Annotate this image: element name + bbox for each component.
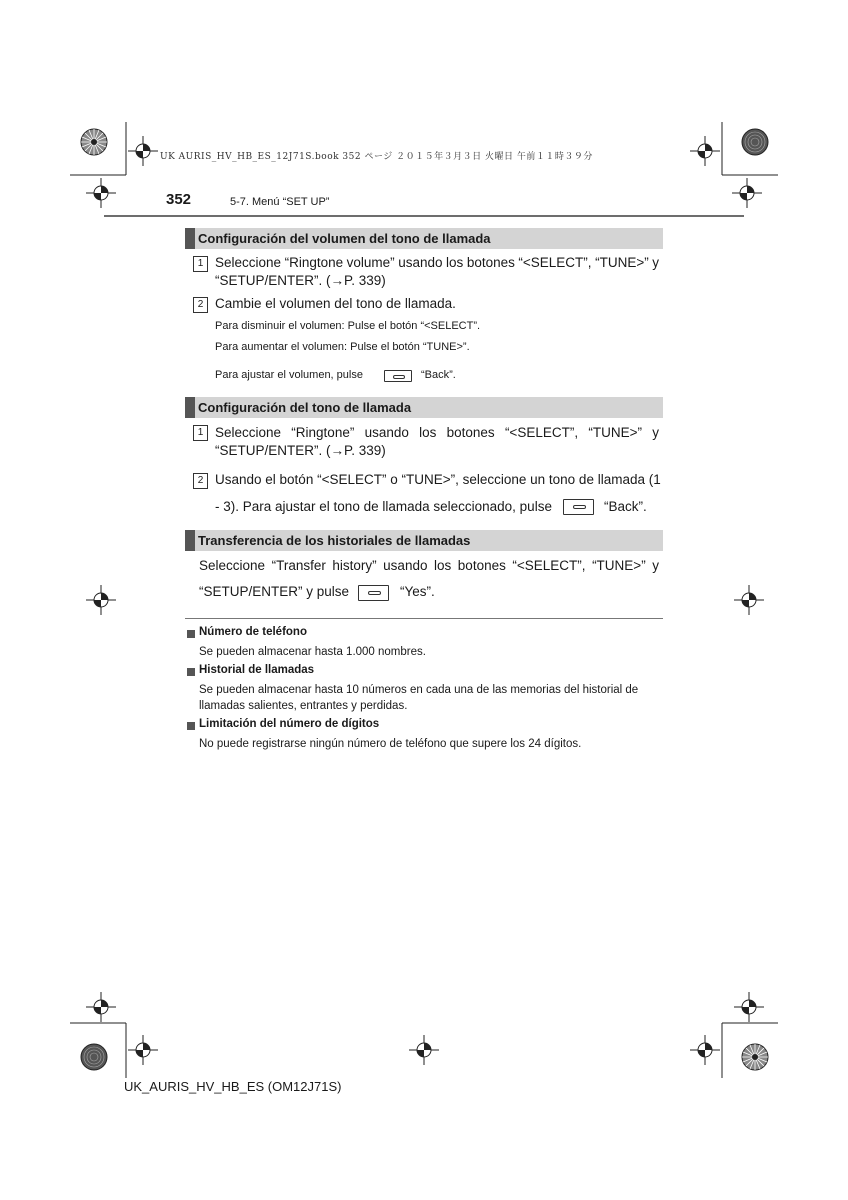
print-info-line: UK AURIS_HV_HB_ES_12J71S.book 352 ページ ２０１５年３月３日 火曜日 午前１１時３９分	[160, 152, 593, 162]
note-title-call-history: Historial de llamadas	[199, 664, 315, 676]
rosette-mark-bottom-right	[740, 1042, 770, 1072]
sub-adjust-before: Para ajustar el volumen, pulse	[215, 369, 363, 381]
note-text-call-history-1: Se pueden almacenar hasta 10 números en cada una de las memorias del historial de	[199, 684, 639, 696]
crosshair-mark-5	[86, 585, 116, 615]
note-text-digit-limit: No puede registrarse ningún número de teléfono que supere los 24 dígitos.	[199, 738, 582, 750]
crosshair-mark-7	[86, 992, 116, 1022]
transfer-line-2-after: “Yes”.	[400, 584, 435, 599]
transfer-line-1: Seleccione “Transfer history” usando los botones “<SELECT”, “TUNE>” y	[199, 558, 659, 573]
note-square-icon	[187, 630, 195, 638]
transfer-line-2-before: “SETUP/ENTER” y pulse	[199, 584, 350, 599]
sub-increase-volume: Para aumentar el volumen: Pulse el botón “TUNE>”.	[215, 341, 470, 353]
rosette-mark-top-right	[740, 127, 770, 157]
crosshair-mark-2	[690, 136, 720, 166]
rosette-mark-bottom-left	[79, 1042, 109, 1072]
step-2-text: Cambie el volumen del tono de llamada.	[215, 296, 456, 311]
crosshair-mark-4	[732, 178, 762, 208]
step-1-line-2: “SETUP/ENTER”. (→P. 339)	[215, 443, 386, 458]
crosshair-mark-11	[690, 1035, 720, 1065]
step-2-line-2-after: “Back”.	[604, 499, 647, 514]
crosshair-mark-9	[128, 1035, 158, 1065]
crosshair-mark-1	[128, 136, 158, 166]
note-title-digit-limit: Limitación del número de dígitos	[199, 718, 380, 730]
back-button-icon	[358, 585, 389, 601]
step-1-line-1: Seleccione “Ringtone” usando los botones “<SELECT”, “TUNE>” y	[215, 425, 659, 440]
note-square-icon	[187, 722, 195, 730]
note-text-phone-number: Se pueden almacenar hasta 1.000 nombres.	[199, 646, 426, 658]
back-button-icon	[384, 370, 412, 382]
step-1-line-2: “SETUP/ENTER”. (→P. 339)	[215, 273, 386, 288]
step-number-2: 2	[193, 473, 208, 489]
rosette-mark-top-left	[79, 127, 109, 157]
page-number: 352	[166, 191, 192, 208]
step-number-1: 1	[193, 256, 208, 272]
section-heading-ringtone: Configuración del tono de llamada	[185, 397, 663, 418]
step-2-line-2-before: - 3). Para ajustar el tono de llamada seleccionado, pulse	[215, 499, 552, 514]
sub-adjust-after: “Back”.	[421, 369, 456, 381]
crosshair-mark-10	[409, 1035, 439, 1065]
step-number-1: 1	[193, 425, 208, 441]
section-heading-ringtone-volume: Configuración del volumen del tono de llamada	[185, 228, 663, 249]
section-title: 5-7. Menú “SET UP”	[230, 196, 330, 208]
section-heading-transfer-history: Transferencia de los historiales de llamadas	[185, 530, 663, 551]
step-2-line-1: Usando el botón “<SELECT” o “TUNE>”, seleccione un tono de llamada (1	[215, 472, 661, 487]
step-number-2: 2	[193, 297, 208, 313]
note-square-icon	[187, 668, 195, 676]
step-1-line-1: Seleccione “Ringtone volume” usando los botones “<SELECT”, “TUNE>” y	[215, 255, 659, 270]
sub-decrease-volume: Para disminuir el volumen: Pulse el botón “<SELECT”.	[215, 320, 481, 332]
notes-divider	[185, 618, 663, 619]
crosshair-mark-3	[86, 178, 116, 208]
back-button-icon	[563, 499, 594, 515]
crosshair-mark-8	[734, 992, 764, 1022]
crosshair-mark-6	[734, 585, 764, 615]
note-title-phone-number: Número de teléfono	[199, 626, 307, 638]
header-rule	[104, 215, 744, 217]
note-text-call-history-2: llamadas salientes, entrantes y perdidas.	[199, 700, 408, 712]
document-id: UK_AURIS_HV_HB_ES (OM12J71S)	[124, 1079, 342, 1094]
